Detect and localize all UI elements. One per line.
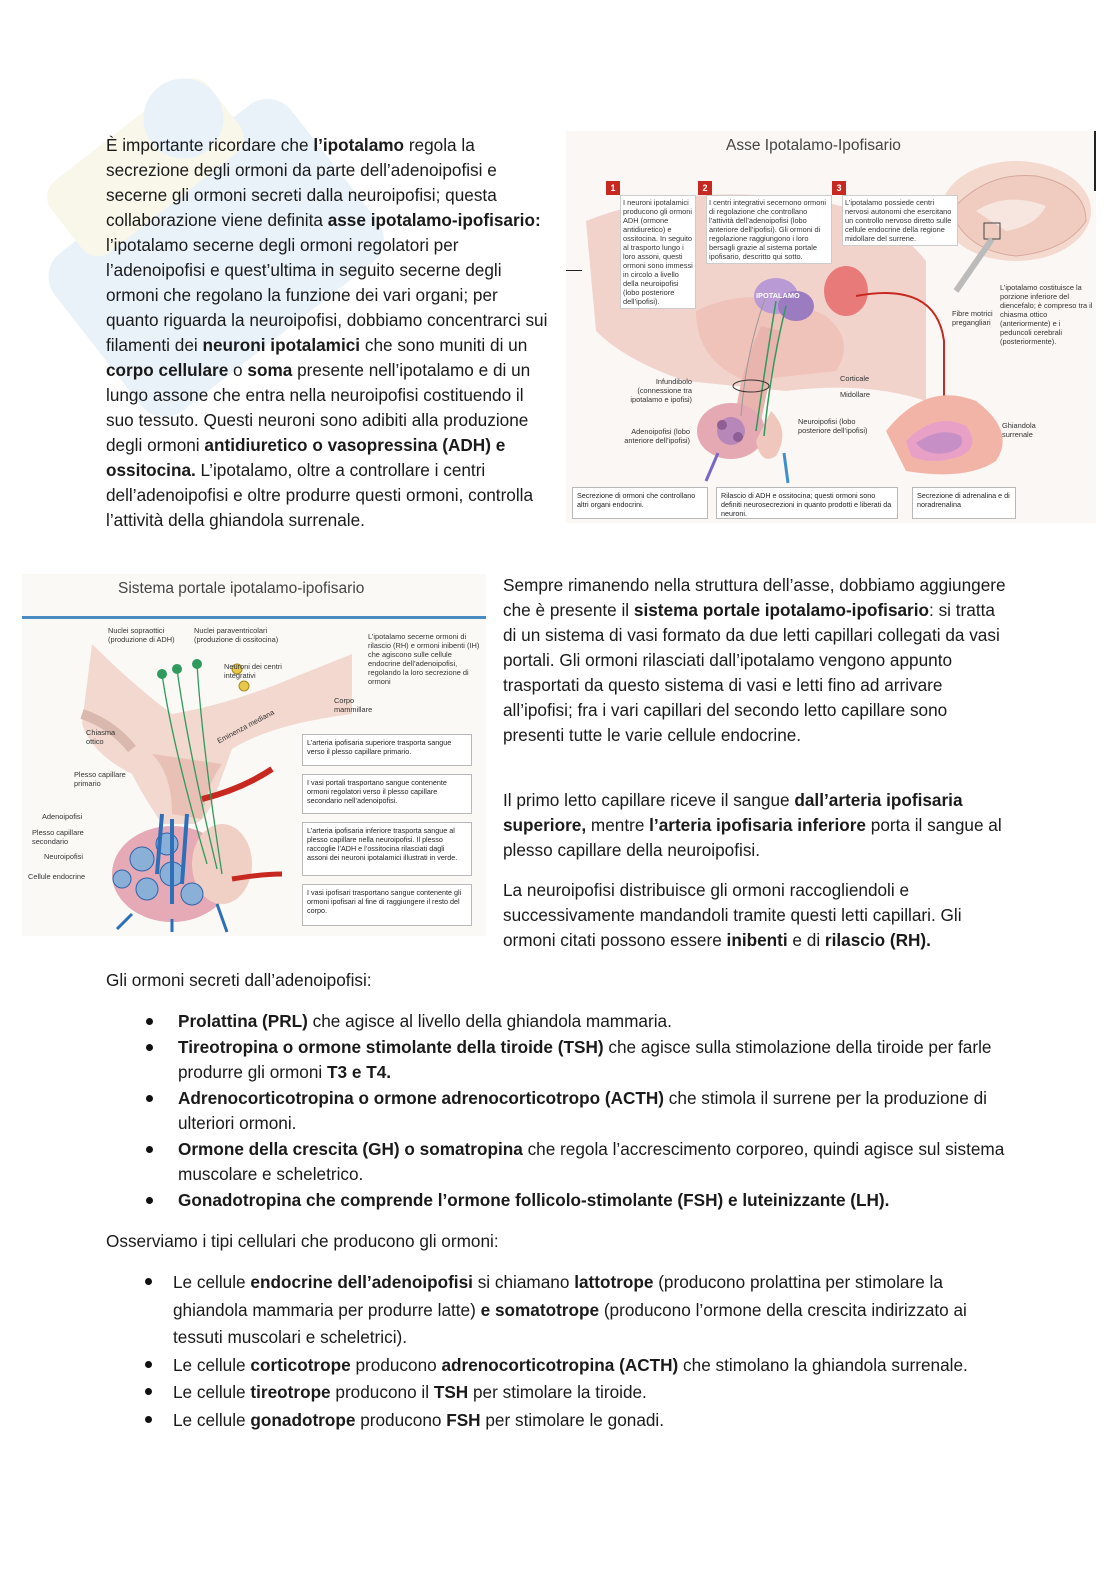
- hormones-list: [178, 1009, 1008, 1213]
- figure2-label-neuroipofisi: Neuroipofisi: [44, 852, 84, 861]
- figure2-box-2: I vasi portali trasportano sangue contenente ormoni regolatori verso il plesso capillare secondario nell’adenoipofisi.: [302, 774, 472, 814]
- figure2-label-plesso-primario: Plesso capillare primario: [74, 770, 126, 788]
- figure2-label-cellule: Cellule endocrine: [28, 872, 86, 881]
- figure1-label-adenoipofisi: Adenoipofisi (lobo anteriore dell’ipofisi): [624, 427, 690, 445]
- figure1-title: Asse Ipotalamo-Ipofisario: [726, 137, 901, 154]
- figure1-label-corticale: Corticale: [840, 374, 870, 383]
- figure1-bottom-box-2: Rilascio di ADH e ossitocina; questi ormoni sono definiti neurosecrezioni in quanto prodotti e liberati da neuroni.: [716, 487, 898, 519]
- figure-asse-ipotalamo-ipofisario: [566, 131, 1096, 523]
- neuroipofisi-paragraph: La neuroipofisi distribuisce gli ormoni raccogliendoli e successivamente mandandoli tramite questi letti capillari. Gli ormoni citati possono essere inibenti e di rilascio (RH).: [503, 880, 962, 950]
- figure1-label-diencefalo: L’ipotalamo costituisce la porzione inferiore del diencefalo; è compreso tra il chiasma ottico (anteriormente) e i peduncoli cerebrali (posteriormente).: [1000, 283, 1093, 346]
- list-item: Gonadotropina che comprende l’ormone follicolo-stimolante (FSH) e luteinizzante (LH).: [178, 1188, 1008, 1214]
- figure2-label-eminenza: Eminenza mediana: [215, 707, 276, 746]
- bullet-icon: [145, 1416, 152, 1423]
- cells-list: [173, 1269, 1003, 1434]
- figure2-label-adenoipofisi: Adenoipofisi: [42, 812, 83, 821]
- list-item: Ormone della crescita (GH) o somatropina che regola l’accrescimento corporeo, quindi agisce sul sistema muscolare e scheletrico.: [178, 1137, 1008, 1188]
- figure2-box-3: L’arteria ipofisaria inferiore trasporta sangue al plesso capillare nella neuroipofisi. Il plesso raccoglie l’ADH e l’ossitocina rilasciati dagli assoni dei neuroni ipotalamici illustrati in verde.: [302, 822, 472, 876]
- figure1-step-2-badge: 2: [698, 181, 712, 195]
- arteria-paragraph: Il primo letto capillare riceve il sangue dall’arteria ipofisaria superiore, mentre l’arteria ipofisaria inferiore porta il sangue al plesso capillare della neuroipofisi.: [503, 790, 1002, 860]
- list-item: Adrenocorticotropina o ormone adrenocorticotropo (ACTH) che stimola il surrene per la produzione di ulteriori ormoni.: [178, 1086, 1008, 1137]
- figure1-label-midollare: Midollare: [840, 390, 870, 399]
- figure2-label-corpo-mammillare: Corpo mammillare: [334, 696, 373, 714]
- list-item: Le cellule tireotrope producono il TSH per stimolare la tiroide.: [173, 1379, 1003, 1407]
- figure1-left-tick: [566, 270, 582, 271]
- intro-paragraph: È importante ricordare che l’ipotalamo regola la secrezione degli ormoni da parte dell’adenoipofisi e secerne gli ormoni secreti dalla neuroipofisi; questa collaborazione viene definita asse ipotalamo-ipofisario: l’ipotalamo secerne degli ormoni regolatori per l’adenoipofisi e quest’ultima in seguito secerne degli ormoni che regolano la funzione dei vari organi; per quanto riguarda la neuroipofisi, dobbiamo concentrarci sui filamenti dei neuroni ipotalamici che sono muniti di un corpo cellulare o soma presente nell’ipotalamo e di un lungo assone che entra nella neuroipofisi costituendo il suo tessuto. Questi neuroni sono adibiti alla produzione degli ormoni antidiuretico o vasopressina (ADH) e ossitocina. L’ipotalamo, oltre a controllare i centri dell’adenoipofisi e oltre produrre questi ormoni, controlla l’attività della ghiandola surrenale.: [106, 135, 548, 530]
- list-item: Prolattina (PRL) che agisce al livello della ghiandola mammaria.: [178, 1009, 1008, 1035]
- bullet-icon: [145, 1278, 152, 1285]
- figure2-label-paraventricolari: Nuclei paraventricolari (produzione di ossitocina): [194, 626, 279, 644]
- figure1-label-fibre: Fibre motrici pregangliari: [952, 309, 993, 327]
- figure1-step-3-badge: 3: [832, 181, 846, 195]
- figure2-note-top: L’ipotalamo secerne ormoni di rilascio (RH) e ormoni inibenti (IH) che agiscono sulle cellule endocrine dell’adenoipofisi, regolando la loro secrezione di ormoni: [368, 632, 480, 686]
- figure1-label-ghiandola: Ghiandola surrenale: [1002, 421, 1036, 439]
- figure2-label-plesso-secondario: Plesso capillare secondario: [32, 828, 84, 846]
- figure1-step-1-badge: 1: [606, 181, 620, 195]
- figure2-title: Sistema portale ipotalamo-ipofisario: [118, 580, 365, 597]
- portal-paragraph: Sempre rimanendo nella struttura dell’asse, dobbiamo aggiungere che è presente il sistema portale ipotalamo-ipofisario: si tratta di un sistema di vasi formato da due letti capillari collegati da vasi portali. Gli ormoni rilasciati dall’ipotalamo vengono appunto trasportati da questo sistema di vasi e letti fino ad arrivare all’ipofisi; fra i vari capillari del secondo letto capillare sono presenti tutte le varie cellule endocrine.: [503, 575, 1006, 745]
- list-item: Le cellule gonadotrope producono FSH per stimolare le gonadi.: [173, 1407, 1003, 1435]
- figure1-step-1-text: I neuroni ipotalamici producono gli ormoni ADH (ormone antidiuretico) e ossitocina. In seguito al trasporto lungo i loro assoni, questi ormoni sono immessi in circolo a livello della neuroipofisi (lobo posteriore dell’ipofisi).: [620, 195, 696, 309]
- figure1-step-3-text: L’ipotalamo possiede centri nervosi autonomi che esercitano un controllo nervoso diretto sulle cellule endocrine della regione midollare del surrene.: [842, 195, 958, 246]
- list-item: Le cellule endocrine dell’adenoipofisi si chiamano lattotrope (producono prolattina per stimolare la ghiandola mammaria per produrre latte) e somatotrope (producono l’ormone della crescita indirizzato ai tessuti muscolari e scheletrici).: [173, 1269, 1003, 1352]
- list-item: Tireotropina o ormone stimolante della tiroide (TSH) che agisce sulla stimolazione della tiroide per farle produrre gli ormoni T3 e T4.: [178, 1035, 1008, 1086]
- figure2-label-neuroni-centri: Neuroni dei centri integrativi: [224, 662, 282, 680]
- bullet-icon: [145, 1361, 152, 1368]
- figure-sistema-portale: [22, 574, 486, 936]
- bullet-icon: [146, 1018, 153, 1025]
- bullet-icon: [146, 1146, 153, 1153]
- figure1-step-2-text: I centri integrativi secernono ormoni di regolazione che controllano l’attività dell’adenoipofisi (lobo anteriore dell’ipofisi). Gli ormoni di regolazione raggiungono i loro bersagli grazie al sistema portale ipofisario, descritto qui sotto.: [706, 195, 832, 264]
- figure1-label-ipotalamo: IPOTALAMO: [756, 291, 800, 300]
- figure1-bottom-box-1: Secrezione di ormoni che controllano altri organi endocrini.: [572, 487, 708, 519]
- adeno-hormones-heading: Gli ormoni secreti dall’adenoipofisi:: [106, 970, 372, 990]
- figure1-label-neuroipofisi: Neuroipofisi (lobo posteriore dell’ipofisi): [798, 417, 868, 435]
- list-item: Le cellule corticotrope producono adrenocorticotropina (ACTH) che stimolano la ghiandola surrenale.: [173, 1352, 1003, 1380]
- bullet-icon: [146, 1197, 153, 1204]
- bullet-icon: [145, 1388, 152, 1395]
- figure2-label-chiasma: Chiasma ottico: [86, 728, 116, 746]
- bullet-icon: [146, 1044, 153, 1051]
- bullet-icon: [146, 1095, 153, 1102]
- figure1-bottom-box-3: Secrezione di adrenalina e di noradrenalina: [912, 487, 1016, 519]
- figure1-label-infundibolo: Infundibolo (connessione tra ipotalamo e ipofisi): [630, 377, 692, 404]
- figure1-right-edge: [1094, 131, 1096, 191]
- figure2-box-4: I vasi ipofisari trasportano sangue contenente gli ormoni ipofisari al fine di raggiungere il resto del corpo.: [302, 884, 472, 926]
- cells-heading: Osserviamo i tipi cellulari che producono gli ormoni:: [106, 1231, 499, 1251]
- figure2-box-1: L’arteria ipofisaria superiore trasporta sangue verso il plesso capillare primario.: [302, 734, 472, 766]
- figure2-label-sopraottici: Nuclei sopraottici (produzione di ADH): [108, 626, 175, 644]
